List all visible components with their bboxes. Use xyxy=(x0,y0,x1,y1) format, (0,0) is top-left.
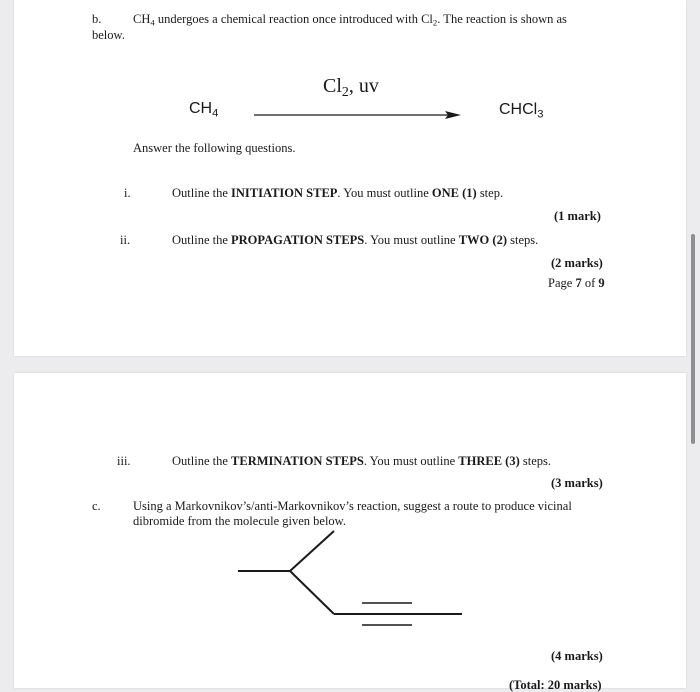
document-page-7 xyxy=(14,0,686,356)
vertical-scrollbar[interactable] xyxy=(691,234,695,444)
question-ii-text: Outline the PROPAGATION STEPS. You must outline TWO (2) steps. xyxy=(172,233,539,247)
part-b-stem: $CH_4$ undergoes a chemical reaction once introduced with $Cl_2$. The reaction is shown as xyxy=(133,12,567,28)
part-c-text-line2: dibromide from the molecule given below. xyxy=(133,514,347,528)
part-c-label: c. xyxy=(92,499,101,513)
answer-instruction: Answer the following questions. xyxy=(133,141,296,155)
part-b-stem-line2: below. xyxy=(92,28,125,42)
total-marks: (Total: 20 marks) xyxy=(509,678,602,692)
reactant-formula: $CH_4$ xyxy=(189,100,219,120)
part-c-marks: (4 marks) xyxy=(551,649,603,663)
question-iii-marks: (3 marks) xyxy=(551,476,603,490)
product-formula: CHCl$_3$ xyxy=(499,101,544,121)
question-ii-marks: (2 marks) xyxy=(551,256,603,270)
part-c-text-line1: Using a Markovnikov’s/anti-Markovnikov’s reaction, suggest a route to produce vicinal xyxy=(133,499,572,513)
question-i-number: i. xyxy=(124,186,131,200)
molecule-skeletal-structure xyxy=(234,526,466,630)
question-ii-number: ii. xyxy=(120,233,131,247)
reaction-condition: $Cl_2$, uv xyxy=(323,75,379,101)
question-i-text: Outline the INITIATION STEP. You must outline ONE (1) step. xyxy=(172,186,504,200)
part-b-label: b. xyxy=(92,12,102,26)
question-i-marks: (1 mark) xyxy=(554,209,601,223)
question-iii-number: iii. xyxy=(117,454,131,468)
question-iii-text: Outline the TERMINATION STEPS. You must outline THREE (3) steps. xyxy=(172,454,551,468)
reaction-arrow xyxy=(254,109,464,121)
page-number: Page 7 of 9 xyxy=(548,276,605,290)
